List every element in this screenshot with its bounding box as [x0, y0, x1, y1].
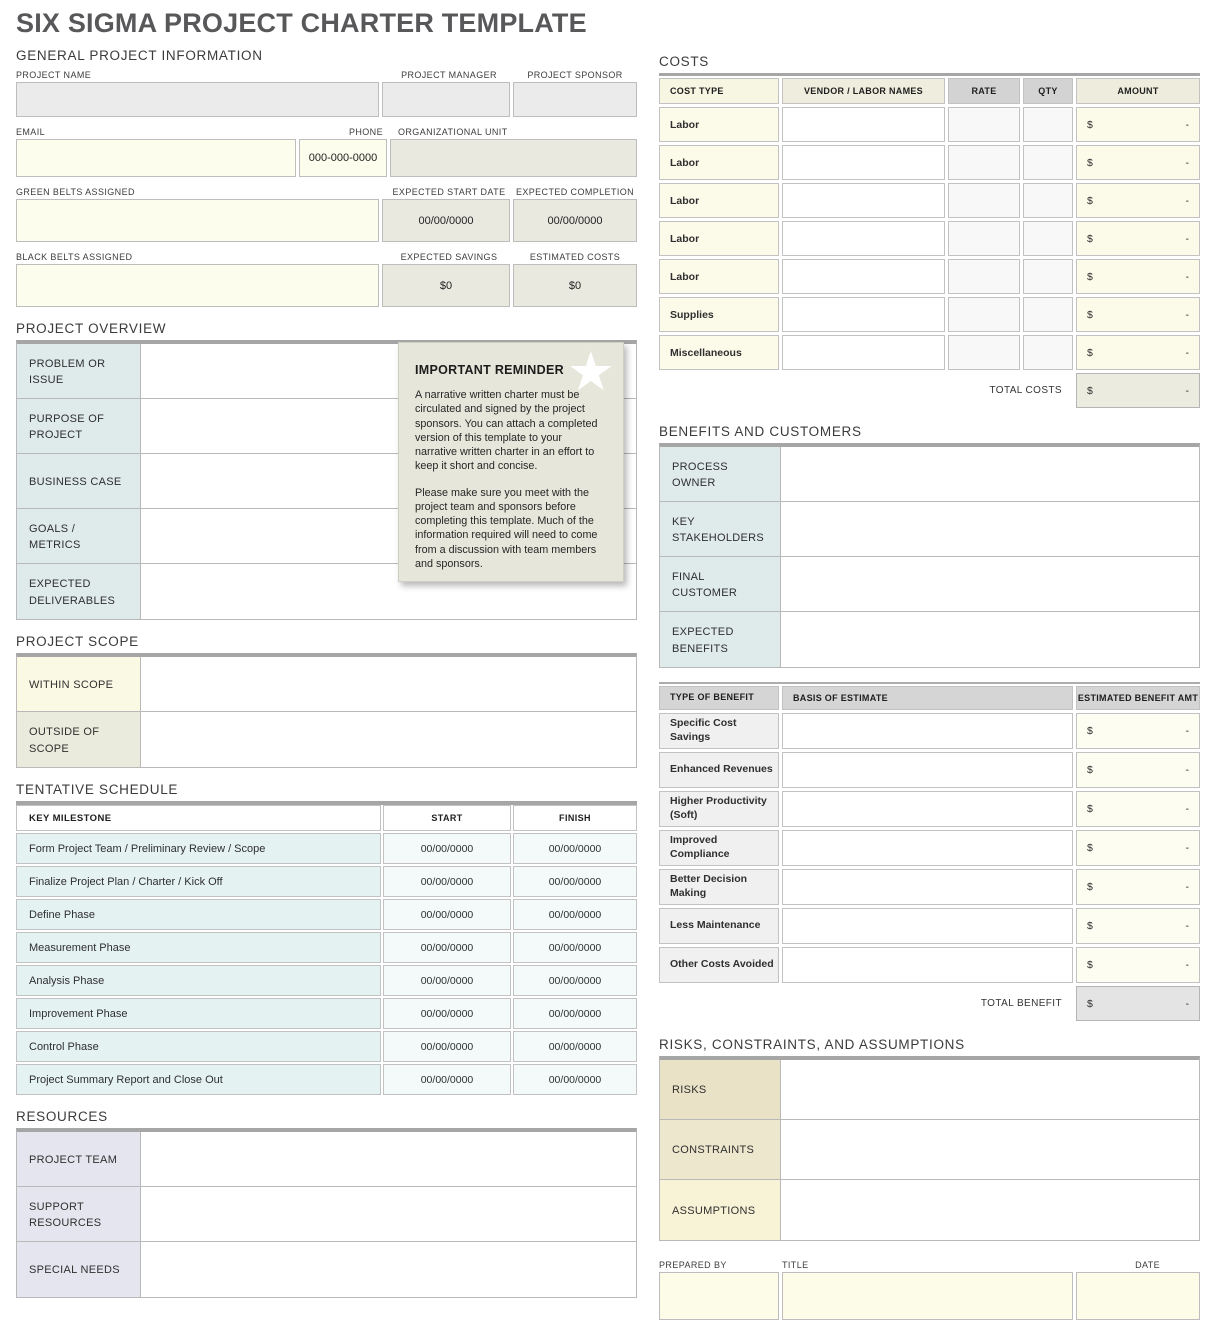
date-field[interactable] [1076, 1272, 1200, 1320]
start-date-cell[interactable]: 00/00/0000 [383, 998, 511, 1029]
phone-label: PHONE [348, 127, 383, 137]
benefit-row [659, 947, 1200, 983]
vendor-cell[interactable] [782, 335, 945, 370]
row-label: ASSUMPTIONS [660, 1180, 781, 1240]
benefit-row [659, 830, 1200, 866]
email-field[interactable] [16, 139, 296, 177]
benefits-customers-table [659, 443, 1200, 668]
row-label: FINAL CUSTOMER [660, 557, 781, 611]
section-heading-schedule: TENTATIVE SCHEDULE [16, 782, 179, 797]
milestone-cell[interactable]: Improvement Phase [16, 998, 381, 1029]
amount-value: - [1185, 232, 1189, 245]
reminder-paragraph: Please make sure you meet with the project team and sponsors before completing this template. Much of the information required will need to come from a discussion with team members and sponsors. [415, 486, 598, 570]
currency-symbol: $ [1087, 764, 1093, 776]
schedule-table [16, 801, 637, 1095]
estimated-benefit-amt-header: ESTIMATED BENEFIT AMT [1076, 686, 1200, 710]
basis-cell[interactable] [782, 908, 1073, 944]
section-heading-risks: RISKS, CONSTRAINTS, AND ASSUMPTIONS [659, 1037, 965, 1052]
vendor-cell[interactable] [782, 259, 945, 294]
signature-labels [659, 1257, 1200, 1272]
cost-row [659, 297, 1200, 332]
row-label: RISKS [660, 1060, 781, 1119]
benefit-row [659, 713, 1200, 749]
amount-value: - [1185, 920, 1189, 932]
benefit-type-cell: Higher Productivity (Soft) [659, 791, 779, 827]
scope-table [16, 653, 637, 768]
total-costs-row [659, 373, 1200, 408]
benefit-type-cell: Less Maintenance [659, 908, 779, 944]
schedule-row [16, 965, 637, 996]
vendor-cell[interactable] [782, 183, 945, 218]
milestone-cell[interactable]: Control Phase [16, 1031, 381, 1062]
table-row [660, 1120, 1199, 1180]
milestone-cell[interactable]: Measurement Phase [16, 932, 381, 963]
finish-date-cell[interactable]: 00/00/0000 [513, 965, 637, 996]
basis-of-estimate-header: BASIS OF ESTIMATE [782, 686, 1073, 710]
total-benefit-label: TOTAL BENEFIT [980, 998, 1062, 1009]
cost-row [659, 183, 1200, 218]
currency-symbol: $ [1087, 308, 1093, 321]
amount-value: - [1185, 308, 1189, 321]
amount-value: - [1185, 118, 1189, 131]
row-label: PROCESS OWNER [660, 447, 781, 501]
expected-completion-field[interactable]: 00/00/0000 [513, 199, 637, 242]
amount-value: - [1185, 997, 1189, 1010]
benefit-type-cell: Improved Compliance [659, 830, 779, 866]
project-name-field[interactable] [16, 82, 379, 117]
row-label: EXPECTED DELIVERABLES [17, 564, 141, 619]
milestone-cell[interactable]: Finalize Project Plan / Charter / Kick Off [16, 866, 381, 897]
schedule-row [16, 1064, 637, 1095]
vendor-cell[interactable] [782, 221, 945, 256]
project-sponsor-field[interactable] [513, 82, 637, 117]
black-belts-label: BLACK BELTS ASSIGNED [16, 252, 133, 262]
signature-fields [659, 1272, 1200, 1320]
cost-row [659, 145, 1200, 180]
process-owner-input[interactable] [781, 447, 1199, 501]
cost-type-cell: Labor [659, 221, 779, 256]
milestone-cell[interactable]: Project Summary Report and Close Out [16, 1064, 381, 1095]
start-date-cell[interactable]: 00/00/0000 [383, 932, 511, 963]
benefit-row [659, 908, 1200, 944]
amount-cell[interactable] [1076, 947, 1200, 983]
expected-savings-label: EXPECTED SAVINGS [400, 252, 498, 262]
qty-cell[interactable] [1023, 297, 1073, 332]
amount-value: - [1185, 725, 1189, 737]
amount-value: - [1185, 270, 1189, 283]
amount-cell[interactable] [1076, 713, 1200, 749]
currency-symbol: $ [1087, 881, 1093, 893]
schedule-header-row [16, 805, 637, 831]
currency-symbol: $ [1087, 156, 1093, 169]
rate-cell[interactable] [948, 221, 1020, 256]
key-stakeholders-input[interactable] [781, 502, 1199, 556]
cost-row [659, 221, 1200, 256]
qty-cell[interactable] [1023, 259, 1073, 294]
basis-cell[interactable] [782, 752, 1073, 788]
schedule-row [16, 866, 637, 897]
schedule-row [16, 1031, 637, 1062]
type-of-benefit-header: TYPE OF BENEFIT [659, 686, 779, 710]
rate-header: RATE [948, 78, 1020, 104]
green-belts-label: GREEN BELTS ASSIGNED [16, 187, 135, 197]
currency-symbol: $ [1087, 384, 1093, 397]
qty-cell[interactable] [1023, 183, 1073, 218]
finish-date-cell[interactable]: 00/00/0000 [513, 866, 637, 897]
vendor-cell[interactable] [782, 107, 945, 142]
currency-symbol: $ [1087, 803, 1093, 815]
cost-type-cell: Labor [659, 183, 779, 218]
rate-cell[interactable] [948, 335, 1020, 370]
amount-cell[interactable] [1076, 259, 1200, 294]
amount-value: - [1185, 959, 1189, 971]
assumptions-input[interactable] [781, 1180, 1199, 1240]
total-benefit-amount[interactable] [1076, 986, 1200, 1021]
finish-date-cell[interactable]: 00/00/0000 [513, 932, 637, 963]
start-date-cell[interactable]: 00/00/0000 [383, 1031, 511, 1062]
amount-value: - [1185, 842, 1189, 854]
row-label: PURPOSE OF PROJECT [17, 399, 141, 453]
schedule-row [16, 932, 637, 963]
row-label: BUSINESS CASE [17, 454, 141, 508]
costs-table [659, 73, 1200, 370]
benefit-header-row [659, 686, 1200, 710]
section-heading-scope: PROJECT SCOPE [16, 634, 139, 649]
constraints-input[interactable] [781, 1120, 1199, 1179]
black-belts-field[interactable] [16, 264, 379, 307]
milestone-cell[interactable]: Analysis Phase [16, 965, 381, 996]
star-icon: ★ [566, 342, 615, 402]
cost-row [659, 335, 1200, 370]
row-label: EXPECTED BENEFITS [660, 612, 781, 667]
amount-cell[interactable] [1076, 145, 1200, 180]
expected-completion-label: EXPECTED COMPLETION [515, 187, 635, 197]
rate-cell[interactable] [948, 107, 1020, 142]
table-row [660, 557, 1199, 612]
cost-type-header: COST TYPE [659, 78, 779, 104]
row-label: GOALS / METRICS [17, 509, 141, 563]
currency-symbol: $ [1087, 997, 1093, 1010]
reminder-paragraph: A narrative written charter must be circulated and signed by the project sponsors. You can attach a completed version of this template to your narrative written charter in an effort to keep it short and concise. [415, 389, 598, 473]
table-row [660, 1060, 1199, 1120]
benefit-type-cell: Better Decision Making [659, 869, 779, 905]
start-date-cell[interactable]: 00/00/0000 [383, 833, 511, 864]
important-reminder-callout [398, 342, 624, 582]
milestone-cell[interactable]: Define Phase [16, 899, 381, 930]
benefit-row [659, 752, 1200, 788]
basis-cell[interactable] [782, 713, 1073, 749]
rate-cell[interactable] [948, 183, 1020, 218]
start-date-cell[interactable]: 00/00/0000 [383, 1064, 511, 1095]
within-scope-input[interactable] [141, 657, 636, 711]
right-column [659, 8, 1200, 1320]
currency-symbol: $ [1087, 920, 1093, 932]
vendor-header: VENDOR / LABOR NAMES [782, 78, 945, 104]
start-date-cell[interactable]: 00/00/0000 [383, 965, 511, 996]
rate-cell[interactable] [948, 297, 1020, 332]
phone-field[interactable]: 000-000-0000 [299, 139, 387, 177]
cost-type-cell: Miscellaneous [659, 335, 779, 370]
finish-date-cell[interactable]: 00/00/0000 [513, 833, 637, 864]
table-row [17, 657, 636, 712]
amount-cell[interactable] [1076, 335, 1200, 370]
amount-value: - [1185, 803, 1189, 815]
costs-header-row [659, 78, 1200, 104]
schedule-row [16, 833, 637, 864]
total-costs-label: TOTAL COSTS [989, 385, 1062, 396]
amount-cell[interactable] [1076, 221, 1200, 256]
project-manager-field[interactable] [382, 82, 510, 117]
basis-cell[interactable] [782, 830, 1073, 866]
schedule-row [16, 998, 637, 1029]
currency-symbol: $ [1087, 270, 1093, 283]
table-row [17, 1132, 636, 1187]
row-label: WITHIN SCOPE [17, 657, 141, 711]
project-name-label: PROJECT NAME [16, 70, 92, 80]
cost-row [659, 259, 1200, 294]
currency-symbol: $ [1087, 232, 1093, 245]
amount-cell[interactable] [1076, 297, 1200, 332]
key-milestone-header: KEY MILESTONE [16, 805, 381, 831]
support-resources-input[interactable] [141, 1187, 636, 1241]
amount-cell[interactable] [1076, 908, 1200, 944]
amount-value: - [1185, 156, 1189, 169]
row-label: KEY STAKEHOLDERS [660, 502, 781, 556]
start-date-cell[interactable]: 00/00/0000 [383, 866, 511, 897]
table-row [17, 1242, 636, 1297]
qty-cell[interactable] [1023, 145, 1073, 180]
cost-type-cell: Labor [659, 145, 779, 180]
org-unit-label: ORGANIZATIONAL UNIT [398, 127, 508, 137]
row-label: SUPPORT RESOURCES [17, 1187, 141, 1241]
amount-cell[interactable] [1076, 830, 1200, 866]
amount-value: - [1185, 384, 1189, 397]
project-manager-label: PROJECT MANAGER [401, 70, 497, 80]
finish-header: FINISH [513, 805, 637, 831]
total-costs-amount[interactable] [1076, 373, 1200, 408]
page [16, 8, 1200, 1320]
amount-cell[interactable] [1076, 791, 1200, 827]
finish-date-cell[interactable]: 00/00/0000 [513, 1031, 637, 1062]
expected-benefits-input[interactable] [781, 612, 1199, 667]
risks-input[interactable] [781, 1060, 1199, 1119]
basis-cell[interactable] [782, 947, 1073, 983]
currency-symbol: $ [1087, 118, 1093, 131]
final-customer-input[interactable] [781, 557, 1199, 611]
email-label: EMAIL [16, 127, 46, 137]
estimated-costs-field[interactable]: $0 [513, 264, 637, 307]
amount-header: AMOUNT [1076, 78, 1200, 104]
start-date-cell[interactable]: 00/00/0000 [383, 899, 511, 930]
section-heading-benefits: BENEFITS AND CUSTOMERS [659, 424, 862, 439]
finish-date-cell[interactable]: 00/00/0000 [513, 998, 637, 1029]
section-heading-general: GENERAL PROJECT INFORMATION [16, 48, 263, 63]
finish-date-cell[interactable]: 00/00/0000 [513, 1064, 637, 1095]
table-row [660, 447, 1199, 502]
reminder-title: IMPORTANT REMINDER [415, 363, 564, 377]
amount-value: - [1185, 194, 1189, 207]
cost-type-cell: Labor [659, 259, 779, 294]
date-label: DATE [1135, 1260, 1160, 1270]
section-heading-overview: PROJECT OVERVIEW [16, 321, 167, 336]
cost-row [659, 107, 1200, 142]
amount-value: - [1185, 881, 1189, 893]
qty-cell[interactable] [1023, 335, 1073, 370]
special-needs-input[interactable] [141, 1242, 636, 1297]
row-label: PROBLEM OR ISSUE [17, 344, 141, 398]
amount-value: - [1185, 346, 1189, 359]
benefit-estimates-table [659, 682, 1200, 983]
basis-cell[interactable] [782, 791, 1073, 827]
amount-cell[interactable] [1076, 107, 1200, 142]
start-header: START [383, 805, 511, 831]
prepared-by-label: PREPARED BY [659, 1260, 727, 1270]
resources-table [16, 1128, 637, 1298]
table-row [660, 502, 1199, 557]
section-heading-resources: RESOURCES [16, 1109, 108, 1124]
amount-value: - [1185, 764, 1189, 776]
prepared-by-field[interactable] [659, 1272, 779, 1320]
estimated-costs-label: ESTIMATED COSTS [529, 252, 621, 262]
amount-cell[interactable] [1076, 183, 1200, 218]
schedule-row [16, 899, 637, 930]
project-team-input[interactable] [141, 1132, 636, 1186]
currency-symbol: $ [1087, 346, 1093, 359]
benefit-row [659, 791, 1200, 827]
title-field[interactable] [782, 1272, 1073, 1320]
rate-cell[interactable] [948, 259, 1020, 294]
finish-date-cell[interactable]: 00/00/0000 [513, 899, 637, 930]
section-heading-costs: COSTS [659, 54, 710, 69]
page-title: SIX SIGMA PROJECT CHARTER TEMPLATE [16, 8, 587, 38]
outside-scope-input[interactable] [141, 712, 636, 767]
qty-cell[interactable] [1023, 221, 1073, 256]
benefit-type-cell: Specific Cost Savings [659, 713, 779, 749]
amount-cell[interactable] [1076, 752, 1200, 788]
org-unit-field[interactable] [390, 139, 637, 177]
row-label: SPECIAL NEEDS [17, 1242, 141, 1297]
left-column [16, 8, 637, 1320]
qty-cell[interactable] [1023, 107, 1073, 142]
row-label: PROJECT TEAM [17, 1132, 141, 1186]
vendor-cell[interactable] [782, 297, 945, 332]
benefit-type-cell: Enhanced Revenues [659, 752, 779, 788]
cost-type-cell: Labor [659, 107, 779, 142]
rate-cell[interactable] [948, 145, 1020, 180]
vendor-cell[interactable] [782, 145, 945, 180]
total-benefit-row [659, 986, 1200, 1021]
currency-symbol: $ [1087, 959, 1093, 971]
milestone-cell[interactable]: Form Project Team / Preliminary Review / Scope [16, 833, 381, 864]
title-label: TITLE [782, 1260, 809, 1270]
risks-table [659, 1056, 1200, 1241]
table-row [660, 1180, 1199, 1240]
table-row [17, 1187, 636, 1242]
cost-type-cell: Supplies [659, 297, 779, 332]
table-row [17, 712, 636, 767]
expected-start-date-field[interactable]: 00/00/0000 [382, 199, 510, 242]
project-sponsor-label: PROJECT SPONSOR [527, 70, 623, 80]
row-label: CONSTRAINTS [660, 1120, 781, 1179]
qty-header: QTY [1023, 78, 1073, 104]
expected-savings-field[interactable]: $0 [382, 264, 510, 307]
row-label: OUTSIDE OF SCOPE [17, 712, 141, 767]
benefit-type-cell: Other Costs Avoided [659, 947, 779, 983]
currency-symbol: $ [1087, 842, 1093, 854]
benefit-row [659, 869, 1200, 905]
amount-cell[interactable] [1076, 869, 1200, 905]
green-belts-field[interactable] [16, 199, 379, 242]
currency-symbol: $ [1087, 725, 1093, 737]
currency-symbol: $ [1087, 194, 1093, 207]
basis-cell[interactable] [782, 869, 1073, 905]
expected-start-label: EXPECTED START DATE [392, 187, 506, 197]
table-row [660, 612, 1199, 667]
